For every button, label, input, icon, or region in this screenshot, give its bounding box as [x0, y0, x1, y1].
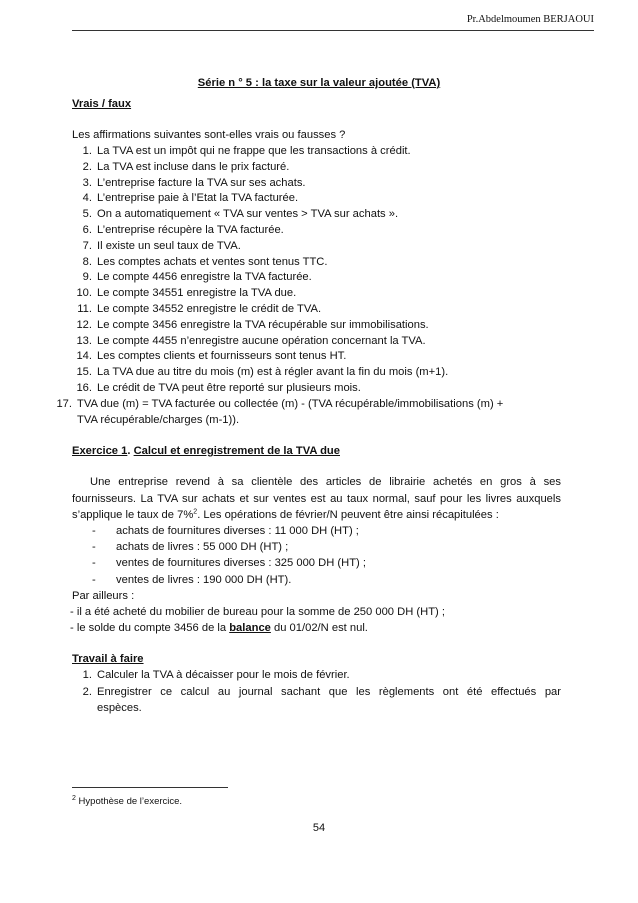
- operation-text: ventes de fournitures diverses : 325 000 DH (HT) ;: [116, 557, 366, 570]
- operation-item: [92, 557, 366, 569]
- list-item-number: 7.: [82, 239, 92, 252]
- list-item: [72, 319, 429, 331]
- list-item: [72, 256, 328, 268]
- list-item: [72, 145, 411, 157]
- list-item-number: 2.: [82, 686, 92, 698]
- list-item-number: 14.: [76, 350, 92, 363]
- list-item-17-continuation: TVA récupérable/charges (m-1)).: [77, 414, 240, 426]
- list-item-number: 13.: [76, 334, 92, 347]
- par-ailleurs-label: Par ailleurs :: [72, 590, 135, 602]
- vrai-faux-heading: Vrais / faux: [72, 98, 132, 110]
- footnote-text: Hypothèse de l’exercice.: [75, 796, 183, 807]
- list-item-text: On a automatiquement « TVA sur ventes > TVA sur achats ».: [97, 208, 399, 221]
- list-item-number: 1.: [82, 145, 92, 157]
- list-item-text: TVA due (m) = TVA facturée ou collectée (m) - (TVA récupérable/immobilisations (m) +: [77, 398, 504, 410]
- list-item-text: Le compte 34552 enregistre le crédit de TVA.: [97, 303, 322, 315]
- list-item-text: Le crédit de TVA peut être reporté sur plusieurs mois.: [97, 382, 361, 394]
- list-item-text: L’entreprise paie à l’Etat la TVA facturée.: [97, 192, 299, 205]
- list-item-number: 6.: [82, 224, 92, 236]
- list-item-number: 5.: [82, 208, 92, 221]
- list-item: [72, 177, 306, 189]
- list-item-text: La TVA est un impôt qui ne frappe que les transactions à crédit.: [97, 145, 411, 157]
- dash-bullet: -: [92, 541, 96, 554]
- dash-bullet: -: [92, 573, 96, 586]
- list-item: [72, 303, 321, 315]
- list-item-text: Il existe un seul taux de TVA.: [97, 239, 241, 252]
- exercice-paragraph-line-2: fournisseurs. La TVA sur achats et sur ventes est au taux normal, sauf pour les livres auxquels: [72, 493, 561, 505]
- travail-item-2: [72, 686, 561, 698]
- list-item-text: Le compte 3456 enregistre la TVA récupérable sur immobilisations.: [97, 318, 429, 331]
- list-item-number: 1.: [82, 669, 92, 681]
- list-item-text: Calculer la TVA à décaisser pour le mois de février.: [97, 669, 350, 681]
- dash-bullet: -: [92, 525, 96, 537]
- list-item-text: Le compte 4456 enregistre la TVA facturée.: [97, 271, 312, 284]
- vrai-faux-intro: Les affirmations suivantes sont-elles vrais ou fausses ?: [72, 129, 346, 141]
- list-item-text: L’entreprise facture la TVA sur ses achats.: [97, 176, 306, 189]
- page-number: 54: [312, 822, 326, 834]
- note-text: du 01/02/N est nul.: [270, 622, 368, 634]
- note-solde-3456: [70, 622, 368, 634]
- list-item: [72, 208, 398, 220]
- travail-item-2-continuation: espèces.: [97, 702, 142, 714]
- list-item: [72, 350, 346, 362]
- list-item: [72, 382, 361, 394]
- footnote-reference: 2: [193, 508, 198, 516]
- list-item: [72, 161, 289, 173]
- list-item-number: 12.: [76, 318, 92, 331]
- exercice-heading: [72, 445, 340, 457]
- list-item: [72, 366, 448, 378]
- list-item: [72, 192, 298, 204]
- list-item-text: Les comptes clients et fournisseurs sont tenus HT.: [97, 350, 347, 363]
- list-item-number: 9.: [82, 271, 92, 284]
- paragraph-text: . Les opérations de février/N peuvent être ainsi récapitulées :: [197, 509, 499, 521]
- travail-item-1: [72, 669, 350, 681]
- travail-heading: Travail à faire: [72, 653, 144, 665]
- page-title: Série n ° 5 : la taxe sur la valeur ajoutée (TVA): [197, 77, 441, 89]
- list-item: [72, 335, 426, 347]
- list-item-text: La TVA due au titre du mois (m) est à régler avant la fin du mois (m+1).: [97, 366, 449, 379]
- list-item-number: 11.: [77, 303, 92, 315]
- list-item-text: Les comptes achats et ventes sont tenus TTC.: [97, 255, 328, 268]
- list-item: [72, 224, 284, 236]
- list-item-17: [52, 398, 503, 410]
- exercice-paragraph-line-3: [72, 509, 499, 521]
- list-item: [72, 240, 241, 252]
- note-mobilier: - il a été acheté du mobilier de bureau pour la somme de 250 000 DH (HT) ;: [70, 606, 445, 618]
- operation-item: [92, 574, 291, 586]
- list-item-number: 10.: [76, 287, 92, 300]
- page-header-author: Pr.Abdelmoumen BERJAOUI: [466, 14, 594, 25]
- list-item-text: Le compte 4455 n’enregistre aucune opération concernant la TVA.: [97, 334, 426, 347]
- list-item: [72, 271, 312, 283]
- header-rule: [72, 30, 594, 31]
- list-item-text: L’entreprise récupère la TVA facturée.: [97, 224, 284, 236]
- operation-text: achats de fournitures diverses : 11 000 DH (HT) ;: [116, 525, 359, 537]
- list-item-number: 2.: [82, 160, 92, 173]
- operation-item: [92, 541, 288, 553]
- footnote-separator: [72, 787, 228, 788]
- list-item-number: 17.: [56, 398, 72, 410]
- list-item-number: 16.: [76, 382, 92, 394]
- exercice-dot: .: [127, 445, 131, 457]
- list-item-number: 8.: [82, 255, 92, 268]
- exercice-label: Exercice 1: [72, 445, 128, 457]
- footnote-mark: 2: [72, 794, 76, 802]
- list-item-number: 4.: [82, 192, 92, 205]
- dash-bullet: -: [92, 557, 96, 570]
- list-item-number: 3.: [82, 176, 92, 189]
- note-text: - le solde du compte 3456 de la: [70, 622, 230, 634]
- list-item-text: Enregistrer ce calcul au journal sachant que les règlements ont été effectués par: [97, 686, 561, 698]
- list-item-text: Le compte 34551 enregistre la TVA due.: [97, 287, 297, 300]
- list-item-number: 15.: [76, 366, 92, 379]
- exercice-paragraph-line-1: Une entreprise revend à sa clientèle des articles de librairie achetés en gros à ses: [90, 476, 561, 488]
- paragraph-text: s’applique le taux de 7%: [72, 509, 194, 521]
- operation-text: achats de livres : 55 000 DH (HT) ;: [116, 541, 289, 554]
- exercice-title: Calcul et enregistrement de la TVA due: [133, 445, 340, 457]
- operation-text: ventes de livres : 190 000 DH (HT).: [116, 573, 292, 586]
- footnote: [72, 796, 182, 807]
- list-item: [72, 287, 296, 299]
- note-emphasis: balance: [229, 622, 271, 634]
- operation-item: [92, 525, 359, 537]
- list-item-text: La TVA est incluse dans le prix facturé.: [97, 160, 290, 173]
